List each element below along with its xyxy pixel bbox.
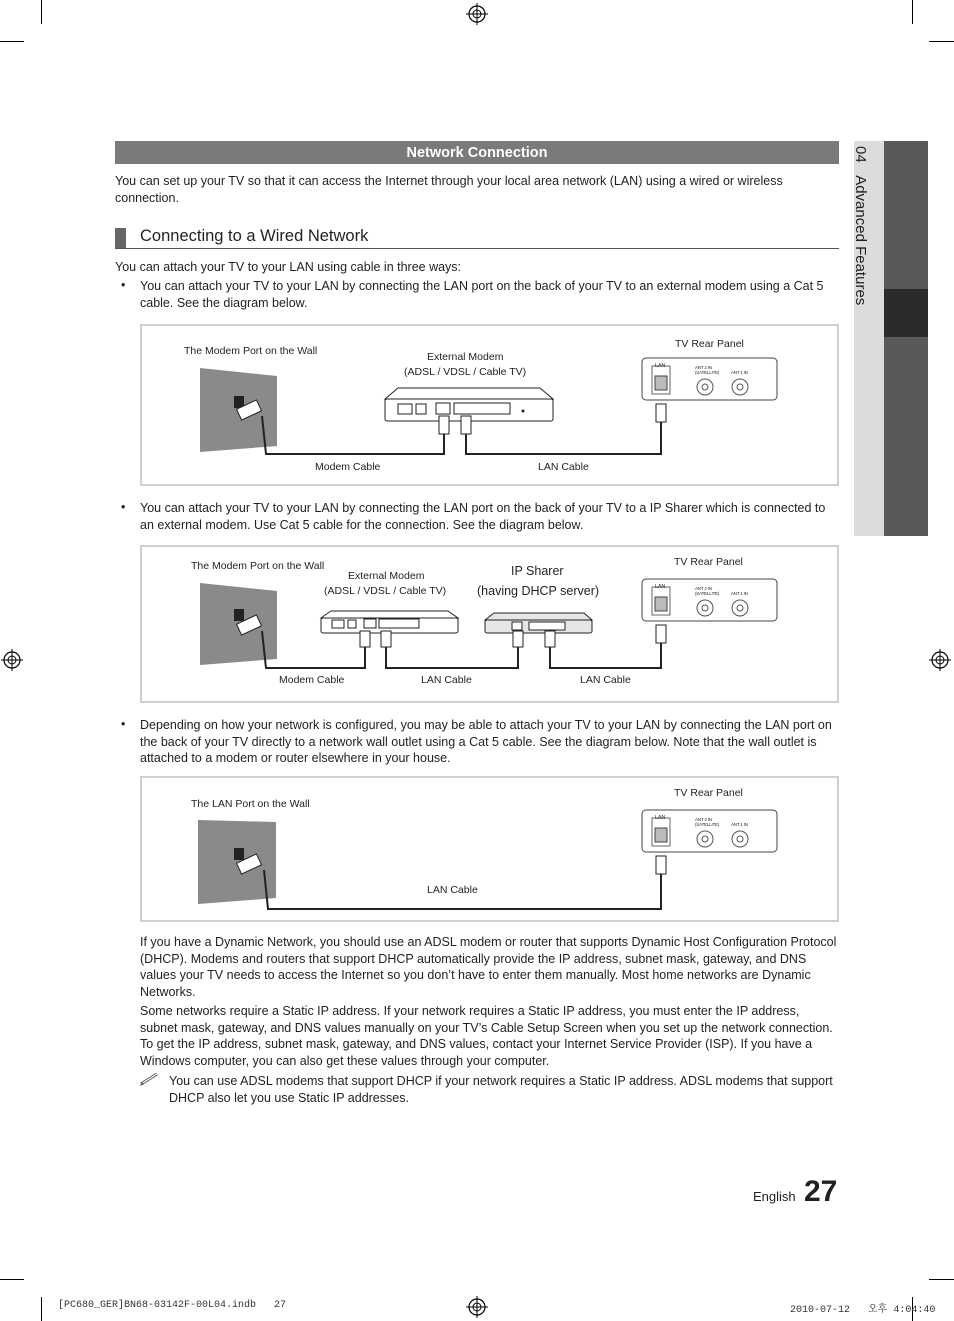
cable-label-modem: Modem Cable	[279, 674, 345, 686]
side-tab-dark	[884, 141, 928, 536]
ant2-label-1: ANT 2 IN	[695, 817, 712, 822]
heading-bar	[115, 228, 126, 248]
registration-mark-icon	[466, 1296, 488, 1318]
bullet-3-text: Depending on how your network is configured, you may be able to attach your TV to your LAN by connecting the LAN port on the back of your TV directly to a network wall outlet using a Cat 5 cable. See the diagram below. Note that the wall outlet is attached to a modem or router elsewhere in your house.	[140, 718, 832, 766]
chapter-number: 04	[852, 146, 869, 163]
cable-label-lan-2: LAN Cable	[580, 674, 631, 686]
modem-label-1: External Modem	[348, 570, 425, 582]
ant1-label: ANT 1 IN	[731, 370, 748, 375]
bullet-2-text: You can attach your TV to your LAN by connecting the LAN port on the back of your TV to a IP Sharer which is connected to an external modem. Use Cat 5 cable for the connection. See the diagram below.	[140, 501, 826, 532]
section-heading	[115, 226, 839, 249]
cable-label-lan: LAN Cable	[538, 461, 589, 473]
cable-label-modem: Modem Cable	[315, 461, 381, 473]
ant1-label: ANT 1 IN	[731, 591, 748, 596]
tv-label: TV Rear Panel	[675, 338, 744, 350]
section-banner: Network Connection	[115, 141, 839, 164]
ant2-label	[695, 586, 719, 596]
ant2-label-2: (SATELLITE)	[695, 370, 720, 375]
note-text: You can use ADSL modems that support DHCP if your network requires a Static IP address. ADSL modems that support DHCP also let you use Static IP addresses.	[169, 1074, 833, 1105]
intro-text: You can set up your TV so that it can access the Internet through your local area network (LAN) using a wired or wireless connection.	[115, 174, 783, 205]
lan-port-label: LAN	[655, 584, 666, 590]
ant1-label: ANT 1 IN	[731, 822, 748, 827]
registration-mark-icon	[1, 649, 23, 671]
lead-text: You can attach your TV to your LAN using cable in three ways:	[115, 260, 462, 274]
sharer-label-1: IP Sharer	[511, 564, 564, 578]
cable-label-lan: LAN Cable	[427, 884, 478, 896]
ant2-label	[695, 817, 719, 827]
diagram-modem-direct	[140, 324, 839, 486]
wall-label: The Modem Port on the Wall	[191, 560, 325, 572]
bullet-mark: •	[121, 278, 126, 292]
registration-mark-icon	[466, 3, 488, 25]
dynamic-network-paragraph: If you have a Dynamic Network, you should use an ADSL modem or router that supports Dynamic Host Configuration Protocol (DHCP). Modems and routers that support DHCP automatically provide the IP address, subnet mask, gateway, and DNS values your TV needs to access the Internet so you don’t have to enter them manually. Most home networks are Dynamic Networks.	[140, 935, 837, 1000]
ant2-label-1: ANT 2 IN	[695, 586, 712, 591]
lan-port-label: LAN	[655, 815, 666, 821]
wall-port-shape	[198, 820, 276, 904]
footer-date: 2010-07-12 오후 4:04:40	[790, 1305, 936, 1316]
tv-label: TV Rear Panel	[674, 556, 743, 568]
sharer-label-2: (having DHCP server)	[477, 584, 600, 598]
page-language: English	[753, 1189, 796, 1204]
bullet-1-text: You can attach your TV to your LAN by connecting the LAN port on the back of your TV to an external modem using a Cat 5 cable. See the diagram below.	[140, 279, 824, 310]
page-number: 27	[804, 1175, 838, 1208]
ant2-label	[695, 365, 719, 375]
wall-label: The LAN Port on the Wall	[191, 798, 310, 810]
modem-label-2: (ADSL / VDSL / Cable TV)	[404, 366, 527, 378]
bullet-mark: •	[121, 717, 126, 731]
registration-mark-icon	[929, 649, 951, 671]
ant2-label-1: ANT 2 IN	[695, 365, 712, 370]
diagram-wall-outlet	[140, 776, 839, 922]
modem-label-2: (ADSL / VDSL / Cable TV)	[324, 585, 447, 597]
side-tab-active-marker	[884, 289, 928, 337]
pencil-note-icon	[140, 1072, 162, 1086]
diagram-ip-sharer	[140, 545, 839, 703]
section-title: Connecting to a Wired Network	[140, 227, 369, 245]
footer-file: [PC680_GER]BN68-03142F-00L04.indb 27	[58, 1300, 287, 1311]
chapter-title: Advanced Features	[852, 175, 869, 306]
modem-label-1: External Modem	[427, 351, 504, 363]
bullet-mark: •	[121, 500, 126, 514]
tv-label: TV Rear Panel	[674, 787, 743, 799]
side-tab-label	[852, 146, 869, 305]
wall-label: The Modem Port on the Wall	[184, 345, 318, 357]
cable-label-lan-1: LAN Cable	[421, 674, 472, 686]
ant2-label-2: (SATELLITE)	[695, 822, 720, 827]
lan-port-label: LAN	[655, 363, 666, 369]
ant2-label-2: (SATELLITE)	[695, 591, 720, 596]
static-ip-paragraph: Some networks require a Static IP address. If your network requires a Static IP address, you must enter the IP address, subnet mask, gateway, and DNS values manually on your TV’s Cable Setup Screen when you set up the network connection. To get the IP address, subnet mask, gateway, and DNS values, contact your Internet Service Provider (ISP). If you have a Windows computer, you can also get these values through your computer.	[140, 1004, 833, 1069]
